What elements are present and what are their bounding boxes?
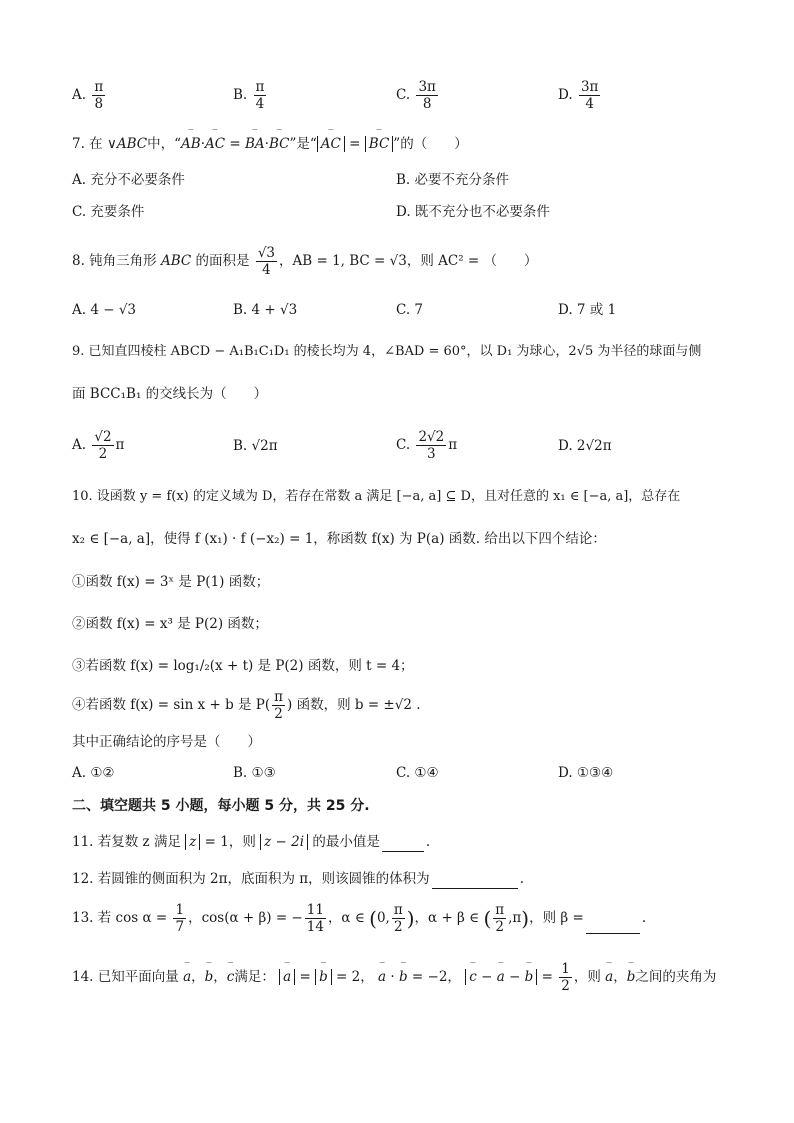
q11-stem: 11. 若复数 z 满足 z = 1，则 z − 2i 的最小值是 . (72, 834, 431, 850)
q10-conclusion-2: ②函数 f(x) = x³ 是 P(2) 函数； (72, 616, 268, 632)
q10-conclusion-1: ①函数 f(x) = 3ˣ 是 P(1) 函数； (72, 574, 270, 590)
fraction: $\frac{√3}{4}$ (257, 245, 276, 279)
fraction: $\frac{\pi}{2}$ (393, 902, 403, 936)
answer-blank[interactable] (382, 851, 424, 852)
q6-option-d[interactable]: D. $\frac{3\pi}{4}$ (558, 79, 599, 113)
q10-conclusion-4: ④若函数 f(x) = sin x + b 是 P( $\frac{\pi}{2}$ ) 函数，则 b = ±√2 . (72, 689, 421, 723)
q8-option-c[interactable]: C. 7 (396, 302, 424, 318)
q7-option-c[interactable]: C. 充要条件 (72, 204, 145, 220)
q8-option-b[interactable]: B. 4 + √3 (233, 302, 298, 318)
vector-ac: ‾ AC (205, 134, 225, 154)
q10-option-d[interactable]: D. ①③④ (558, 765, 614, 781)
q7-option-b[interactable]: B. 必要不充分条件 (396, 172, 510, 188)
q9-option-b[interactable]: B. √2π (233, 438, 278, 454)
q6-option-b[interactable]: B. $\frac{\pi}{4}$ (233, 79, 265, 113)
fraction: $\frac{11}{14}$ (306, 902, 324, 936)
fraction: $\frac{3\pi}{8}$ (418, 79, 436, 113)
q10-option-a[interactable]: A. ①② (72, 765, 115, 781)
fraction: $\frac{\pi}{8}$ (94, 79, 104, 113)
q13-stem: 13. 若 cos α = $\frac{1}{7}$ ，cos(α + β) = − $\frac{11}{14}$ ，α ∈ (0, $\frac{\pi}{2}$ )，α + β ∈ ( $\frac{\pi}{2}$ ,π)，则 β = . (72, 902, 647, 936)
q9-option-a[interactable]: A. $\frac{√2}{2}$ π (72, 429, 125, 463)
q10-stem-line1: 10. 设函数 y = f(x) 的定义域为 D，若存在常数 a 满足 [−a, a] ⊆ D，且对任意的 x₁ ∈ [−a, a]，总存在 (72, 489, 681, 504)
vector-ba: ‾ BA (245, 134, 265, 154)
q14-stem: 14. 已知平面向量 ‾ a，‾ b，‾ c满足： ‾ a = ‾ b = 2， ‾ a · ‾ b = −2， ‾ c − ‾ a − ‾ b = $\frac{1}{2}$ ，则 ‾ a，‾ b之间的夹角为 (72, 962, 716, 993)
q10-ask: 其中正确结论的序号是（ ） (72, 734, 261, 750)
q8-stem: 8. 钝角三角形 ABC 的面积是 $\frac{√3}{4}$ ，AB = 1, BC = √3，则 AC² = （ ） (72, 245, 538, 279)
q8-option-d[interactable]: D. 7 或 1 (558, 302, 617, 318)
q7-stem: 7. 在 ∨ABC中，“‾ AB·‾ AC = ‾ BA·‾ BC”是“‾ AC = ‾ BC ”的（ ） (72, 134, 468, 154)
q9-option-d[interactable]: D. 2√2π (558, 438, 612, 454)
q10-option-c[interactable]: C. ①④ (396, 765, 439, 781)
q9-stem-line2: 面 BCC₁B₁ 的交线长为（ ） (72, 386, 268, 402)
q9-stem-line1: 9. 已知直四棱柱 ABCD − A₁B₁C₁D₁ 的棱长均为 4，∠BAD = 60°，以 D₁ 为球心，2√5 为半径的球面与侧 (72, 344, 702, 359)
fraction: $\frac{\pi}{2}$ (274, 689, 284, 723)
abs-bc: ‾ BC (365, 136, 394, 152)
fraction: $\frac{√2}{2}$ (94, 429, 112, 463)
q10-stem-line2: x₂ ∈ [−a, a]，使得 f (x₁) · f (−x₂) = 1，称函数 f(x) 为 P(a) 函数. 给出以下四个结论： (72, 531, 606, 547)
fraction: $\frac{\pi}{4}$ (255, 79, 265, 113)
q7-option-d[interactable]: D. 既不充分也不必要条件 (396, 204, 550, 220)
fraction: $\frac{1}{2}$ (561, 961, 570, 995)
section-heading: 二、填空题共 5 小题，每小题 5 分，共 25 分. (72, 798, 370, 814)
vector-bc: ‾ BC (269, 134, 290, 154)
answer-blank[interactable] (432, 888, 518, 889)
abs-ac: ‾ AC (317, 136, 345, 152)
answer-blank[interactable] (586, 933, 640, 934)
fraction: $\frac{1}{7}$ (175, 902, 185, 936)
fraction: $\frac{\pi}{2}$ (495, 902, 505, 936)
fraction: $\frac{3\pi}{4}$ (580, 79, 599, 113)
vector-ab: ‾ AB (181, 134, 201, 154)
fraction: $\frac{2√2}{3}$ (418, 429, 445, 463)
q10-conclusion-3: ③若函数 f(x) = log₁/₂(x + t) 是 P(2) 函数，则 t = 4； (72, 658, 414, 674)
q10-option-b[interactable]: B. ①③ (233, 765, 276, 781)
q6-option-c[interactable]: C. $\frac{3\pi}{8}$ (396, 79, 436, 113)
q7-option-a[interactable]: A. 充分不必要条件 (72, 172, 185, 188)
q8-option-a[interactable]: A. 4 − √3 (72, 302, 137, 318)
q6-option-a[interactable]: A. $\frac{\pi}{8}$ (72, 79, 104, 113)
q12-stem: 12. 若圆锥的侧面积为 2π，底面积为 π，则该圆锥的体积为 . (72, 871, 524, 887)
q9-option-c[interactable]: C. $\frac{2√2}{3}$ π (396, 429, 458, 463)
